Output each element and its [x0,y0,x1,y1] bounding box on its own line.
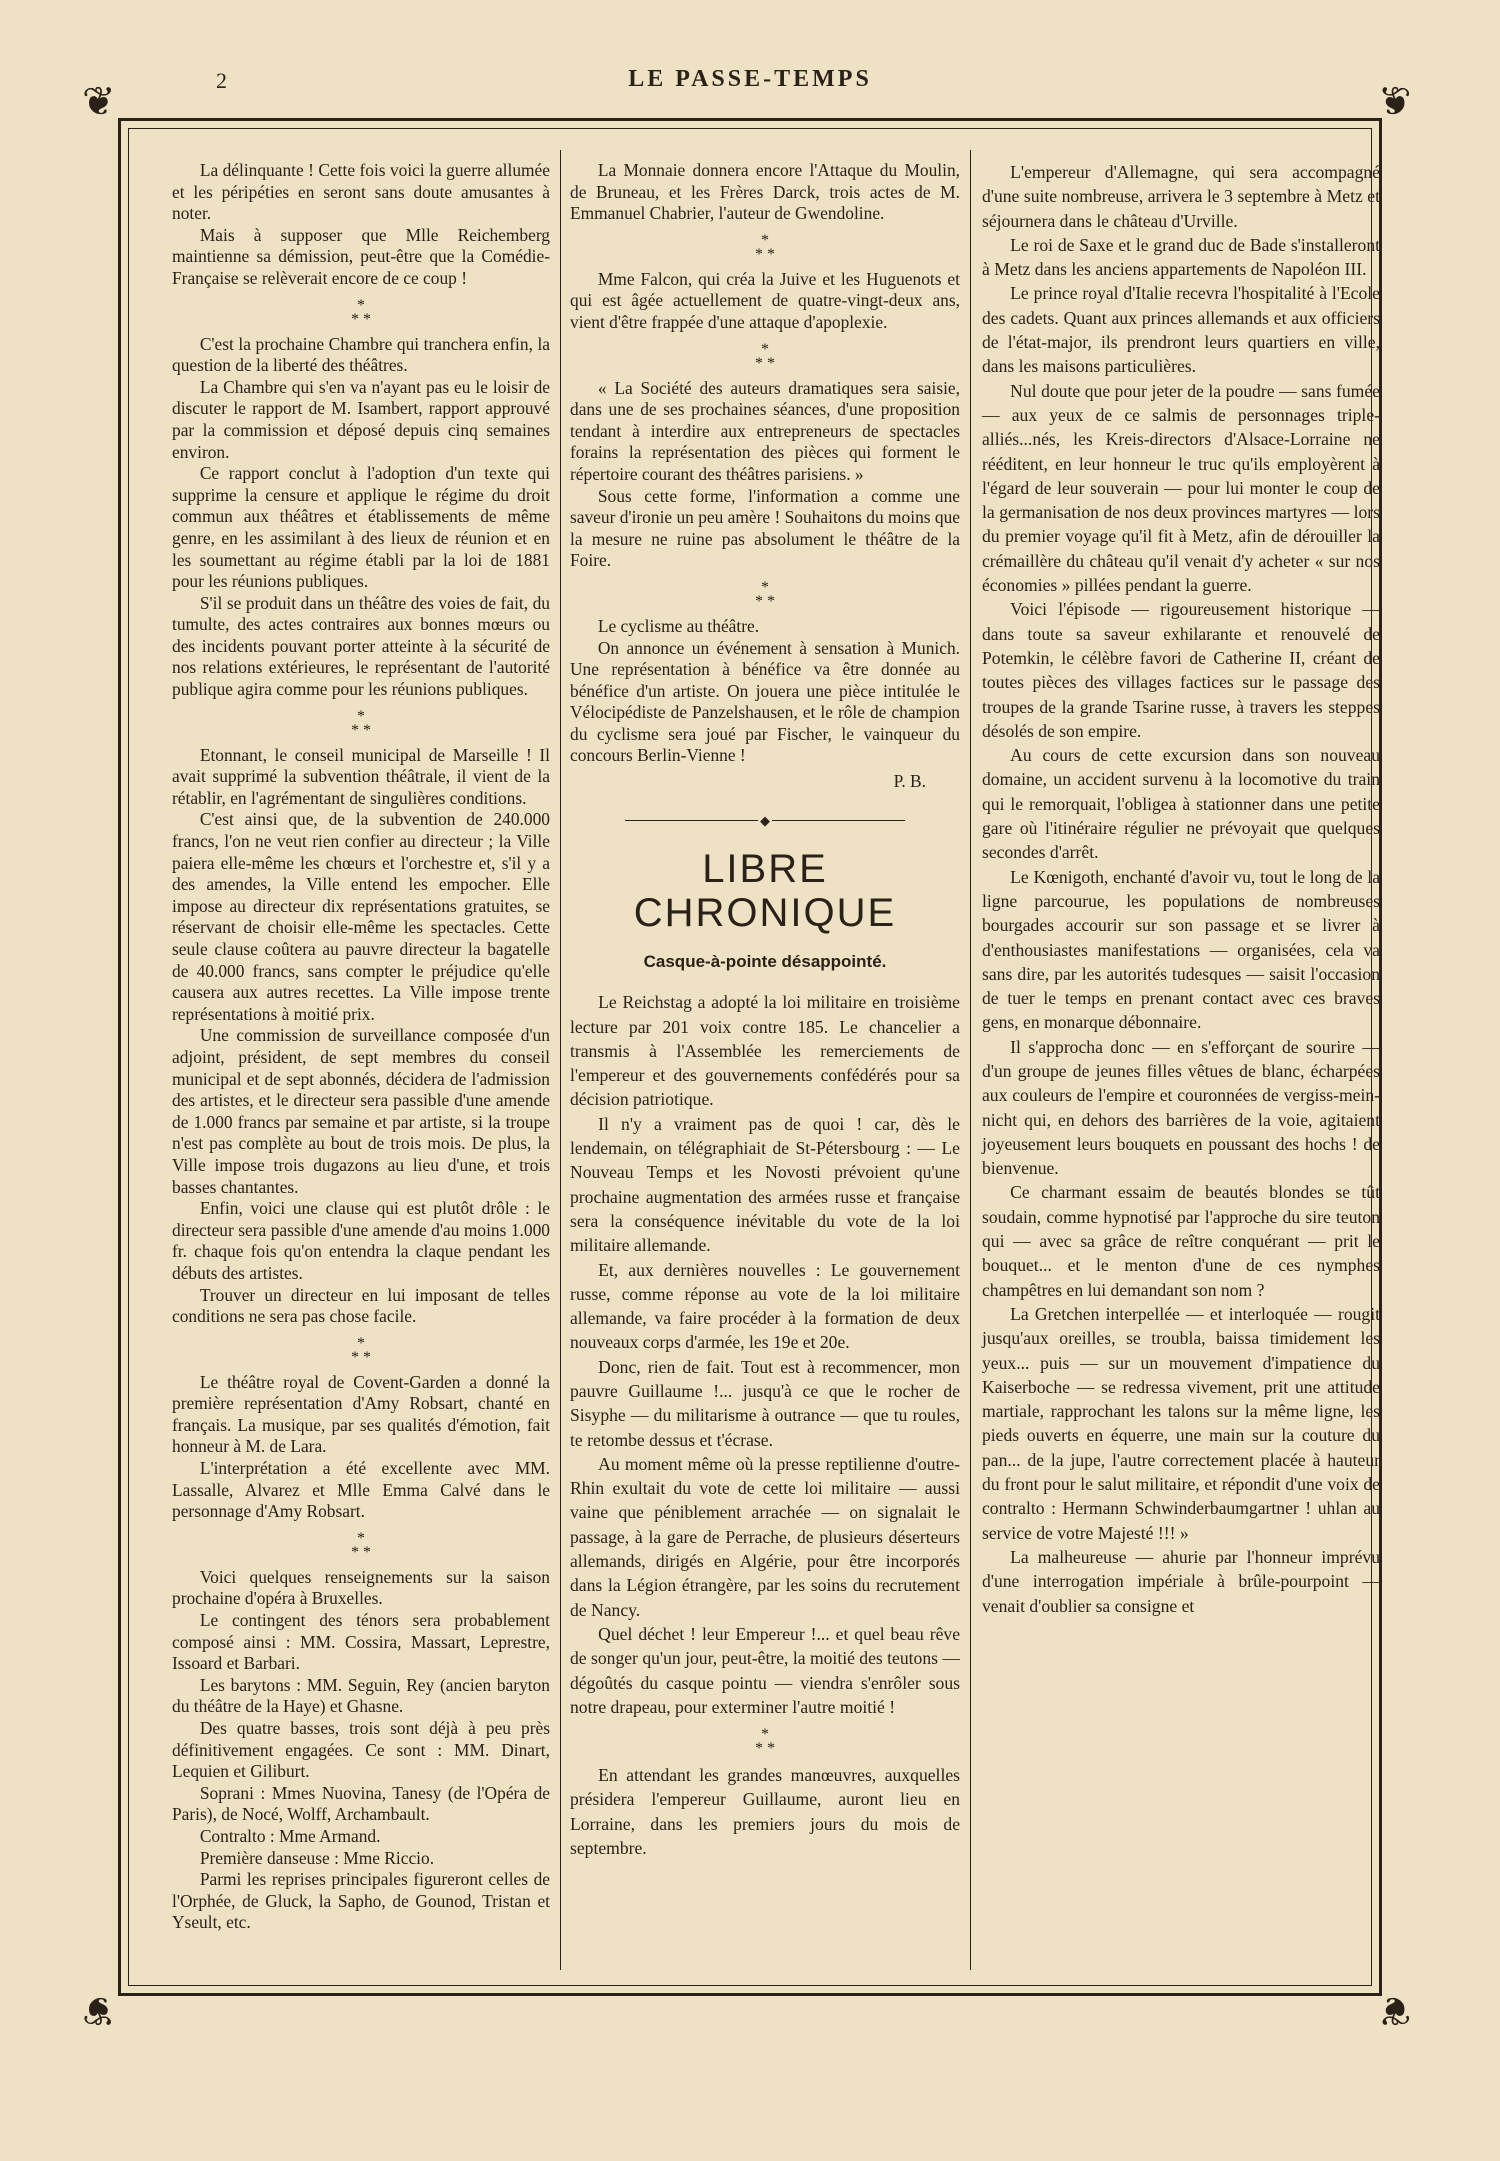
paragraph: Sous cette forme, l'information a comme une saveur d'ironie un peu amère ! Souhaitons du moins que la mesure ne ruine pas absolument le théâtre de la Foire. [570,485,960,571]
scroll-ornament-top-right: ❦ [1378,79,1412,124]
asterism-separator: * * * [351,1529,371,1561]
column-left [172,160,550,1934]
paragraph: Donc, rien de fait. Tout est à recommencer, mon pauvre Guillaume !... jusqu'à ce que le rocher de Sisyphe — du militarisme à outrance — que tu roules, te retombe dessus et t'écrase. [570,1356,960,1450]
paragraph: Le prince royal d'Italie recevra l'hospitalité à l'Ecole des cadets. Quant aux princes allemands et aux officiers de l'état-major, ils prendront leurs quartiers en ville, dans les maisons particulières. [982,283,1380,377]
paragraph: Trouver un directeur en lui imposant de telles conditions ne sera pas chose facile. [172,1284,550,1327]
paragraph: Enfin, voici une clause qui est plutôt drôle : le directeur sera passible d'une amende d'au moins 1.000 fr. chaque fois qu'on entendra la claque pendant les débuts des artistes. [172,1198,550,1283]
paragraph: Au cours de cette excursion dans son nouveau domaine, un accident survenu à la locomotive du train qui le remorquait, l'obligea à stationner dans une petite gare où l'itinéraire régulier ne prévoyait que quelques secondes d'arrêt. [982,745,1380,863]
column-rule [970,150,971,1970]
asterism-separator: * * * [755,340,775,372]
paragraph: Première danseuse : Mme Riccio. [199,1847,435,1868]
paragraph: Le théâtre royal de Covent-Garden a donné la première représentation d'Amy Robsart, chanté en français. La musique, par ses qualités d'émotion, fait honneur à M. de Lara. [172,1371,550,1457]
paragraph: En attendant les grandes manœuvres, auxquelles présidera l'empereur Guillaume, auront lieu en Lorraine, dans les premiers jours du mois de septembre. [570,1765,960,1859]
section-title: LIBRE CHRONIQUE [633,846,897,935]
paragraph: Le roi de Saxe et le grand duc de Bade s'installeront à Metz dans les anciens appartements de Napoléon III. [982,234,1380,280]
paragraph: Nul doute que pour jeter de la poudre — sans fumée — aux yeux de ce salmis de personnages triple-alliés...nés, les Kreis-directors d'Alsace-Lorraine ne rééditent, en leur honneur le truc qu'ils employèrent à l'égard de leur souverain — pour lui monter le coup de la germanisation de nos deux provinces martyres — lors du premier voyage qu'il fit à Metz, afin de dérouiller la crémaillère du château qu'il venait d'y acheter « sur nos économies » pillées pendant la guerre. [982,380,1380,596]
column-right [982,160,1380,1618]
asterism-separator: * * * [755,231,775,263]
paragraph: Des quatre basses, trois sont déjà à peu près définitivement engagées. Ce sont : MM. Dinart, Lequien et Giliburt. [172,1718,550,1782]
paragraph: Il n'y a vraiment pas de quoi ! car, dès le lendemain, on télégraphiait de St-Pétersbourg : — Le Nouveau Temps et les Novosti prévoient qu'une prochaine augmentation des armées russe et française sera la conséquence inévitable du vote de la loi militaire allemande. [570,1113,960,1256]
paragraph: Voici l'épisode — rigoureusement historique — dans toute sa saveur exhilarante et renouvelé de Potemkin, le célèbre favori de Catherine II, créant de toutes pièces des villages factices sur le passage des troupes de la grande Tsarine russe, à travers les steppes désolés de son empire. [982,599,1380,741]
paragraph: Soprani : Mmes Nuovina, Tanesy (de l'Opéra de Paris), de Nocé, Wolff, Archambault. [172,1782,550,1825]
asterism-separator: * * * [351,707,371,739]
scroll-ornament-bottom-right: ❦ [1378,1988,1412,2033]
chronicle-body [570,990,960,1860]
paragraph: Le cyclisme au théâtre. [597,615,760,636]
paragraph: La délinquante ! Cette fois voici la guerre allumée et les péripéties en seront sans doute amusantes à noter. [172,160,550,224]
scroll-ornament-bottom-left: ❦ [82,1988,116,2033]
running-head: LE PASSE-TEMPS [628,66,872,92]
article-title: Casque-à-pointe désappointé. [643,951,887,971]
paragraph: Voici quelques renseignements sur la saison prochaine d'opéra à Bruxelles. [172,1566,550,1609]
column-middle [570,160,960,1860]
paragraph: Parmi les reprises principales figureront celles de l'Orphée, de Gluck, la Sapho, de Gounod, Tristan et Yseult, etc. [172,1869,550,1933]
paragraph: La Gretchen interpellée — et interloquée — rougit jusqu'aux oreilles, se troubla, baissa timidement les yeux... puis — sur un mouvement d'impatience du Kaiserboche — se redressa vivement, prit une attitude martiale, rapprochant les talons sur la même ligne, les pieds ouverts en équerre, une main sur la couture du pan... de la jupe, l'autre correctement placée à hauteur du front pour le salut militaire, et répondit d'une voix de contralto : Hermann Schwinderbaumgartner ! uhlan au service de votre Majesté !!! » [982,1303,1380,1543]
paragraph: La Monnaie donnera encore l'Attaque du Moulin, de Bruneau, et les Frères Darck, trois actes de M. Emmanuel Chabrier, l'auteur de Gwendoline. [570,160,960,224]
paragraph: Etonnant, le conseil municipal de Marseille ! Il avait supprimé la subvention théâtrale, il vient de la rétablir, en l'agrémentant de singulières conditions. [172,744,550,808]
paragraph: Une commission de surveillance composée d'un adjoint, président, de sept membres du conseil municipal et de sept abonnés, décidera de l'admission des artistes, et le directeur sera passible d'une amende de 1.000 francs par semaine et par artiste, si la troupe n'est pas complète au bout de trois mois. De plus, la Ville impose trois dugazons au lieu d'une, et trois basses chantantes. [172,1025,550,1197]
column-rule [560,150,561,1970]
paragraph: Contralto : Mme Armand. [199,1825,381,1846]
signature: P. B. [893,771,926,792]
paragraph: Et, aux dernières nouvelles : Le gouvernement russe, comme réponse au vote de la loi militaire allemande, va faire procéder à la formation de deux nouveaux corps d'armée, les 19e et 20e. [570,1259,960,1353]
paragraph: Le Reichstag a adopté la loi militaire en troisième lecture par 201 voix contre 185. Le chancelier a transmis à l'Assemblée les remerciements de l'empereur et des gouvernements confédérés pour sa décision patriotique. [570,992,960,1110]
paragraph: Mme Falcon, qui créa la Juive et les Huguenots et qui est âgée actuellement de quatre-vingt-deux ans, vient d'être frappée d'une attaque d'apoplexie. [570,268,960,332]
asterism-separator: * * * [351,1334,371,1366]
section-divider [570,811,960,831]
paragraph: Il s'approcha donc — en s'efforçant de sourire — d'un groupe de jeunes filles vêtues de blanc, écharpées aux couleurs de l'empire et couronnées de vergiss-mein-nicht qui, en dehors des barrières de la voie, agitaient joyeusement leurs bouquets en poussant des hochs ! de bienvenue. [982,1036,1380,1179]
paragraph: C'est ainsi que, de la subvention de 240.000 francs, l'on ne veut rien confier au directeur ; la Ville paiera elle-même les chœurs et l'orchestre et, s'il y a des amendes, la Ville entend les empocher. Elle impose au directeur dix représentations gratuites, se réservant de choisir elle-même les spectacles. Cette seule clause coûtera au pauvre directeur la bagatelle de 40.000 francs, sans compter le préjudice qu'elle causera aux autres recettes. La Ville impose trente représentations à moitié prix. [172,809,550,1024]
page-number: 2 [216,68,227,93]
paragraph: Mais à supposer que Mlle Reichemberg maintienne sa démission, peut-être que la Comédie-Française se relèverait encore de ce coup ! [172,224,550,288]
scroll-ornament-top-left: ❦ [82,79,116,124]
paragraph: Ce charmant essaim de beautés blondes se tût soudain, comme hypnotisé par l'approche du sire teuton qui — avec sa grâce de reître conquérant — prit le bouquet... et le menton d'une de ces nymphes champêtres en lui demandant son nom ? [982,1182,1380,1300]
diamond-ornament: ◆ [760,812,770,828]
paragraph: S'il se produit dans un théâtre des voies de fait, du tumulte, des actes contraires aux bonnes mœurs ou des incidents pouvant porter atteinte à la sécurité de nos relations extérieures, le représentant de l'autorité publique agira comme pour les réunions publiques. [172,592,550,700]
paragraph: Au moment même où la presse reptilienne d'outre-Rhin exultait du vote de cette loi militaire — aussi vaine que péniblement arrachée — on signalait le passage, à la gare de Perrache, de plusieurs déserteurs allemands, dirigés en Algérie, pour être incorporés dans la Légion étrangère, par les soins du recrutement de Nancy. [570,1453,960,1620]
paragraph: Le Kœnigoth, enchanté d'avoir vu, tout le long de la ligne parcourue, les populations de nombreuses bourgades accourir sur son passage et se livrer à d'enthousiastes manifestations — organisées, cela va sans dire, par les autorités tudesques — saisit l'occasion de tuer le temps en prenant contact avec ces braves gens, en monarque débonnaire. [982,866,1380,1033]
asterism-separator: * * * [351,296,371,328]
paragraph: L'interprétation a été excellente avec MM. Lassalle, Alvarez et Mlle Emma Calvé dans le personnage d'Amy Robsart. [172,1458,550,1522]
paragraph: C'est la prochaine Chambre qui tranchera enfin, la question de la liberté des théâtres. [172,333,550,376]
paragraph: Les barytons : MM. Seguin, Rey (ancien baryton du théâtre de la Haye) et Ghasne. [172,1674,550,1717]
paragraph: La Chambre qui s'en va n'ayant pas eu le loisir de discuter le rapport de M. Isambert, rapport approuvé par la commission et déposé depuis cinq semaines environ. [172,376,550,462]
paragraph: Quel déchet ! leur Empereur !... et quel beau rêve de songer qu'un jour, peut-être, la moitié des teutons — dégoûtés du casque pointu — viendra s'enrôler sous notre drapeau, pour exterminer l'autre moitié ! [570,1623,960,1717]
asterism-separator: * * * [755,1726,775,1758]
asterism-separator: * * * [755,578,775,610]
paragraph: La malheureuse — ahurie par l'honneur imprévu d'une interrogation impériale à brûle-pourpoint — venait d'oublier sa consigne et [982,1546,1380,1616]
paragraph: Le contingent des ténors sera probablement composé ainsi : MM. Cossira, Massart, Leprestre, Issoard et Barbari. [172,1610,550,1674]
paragraph: « La Société des auteurs dramatiques sera saisie, dans une de ses prochaines séances, d'une proposition tendant à interdire aux entrepreneurs de spectacles forains la représentation des pièces qui forment le répertoire courant des théâtres parisiens. » [570,377,960,484]
paragraph: L'empereur d'Allemagne, qui sera accompagné d'une suite nombreuse, arrivera le 3 septembre à Metz et séjournera dans le château d'Urville. [982,162,1380,231]
paragraph: Ce rapport conclut à l'adoption d'un texte qui supprime la censure et applique le régime du droit commun aux théâtres et établissements de même genre, en les assimilant à des lieux de réunion et en les soumettant au régime établi par la loi de 1881 pour les réunions publiques. [172,463,550,592]
paragraph: On annonce un événement à sensation à Munich. Une représentation à bénéfice va être donnée au bénéfice d'un artiste. On jouera une pièce intitulée le Vélocipédiste de Panzelshausen, et le rôle de champion du cyclisme sera joué par Fischer, le vainqueur du concours Berlin-Vienne ! [570,637,960,766]
